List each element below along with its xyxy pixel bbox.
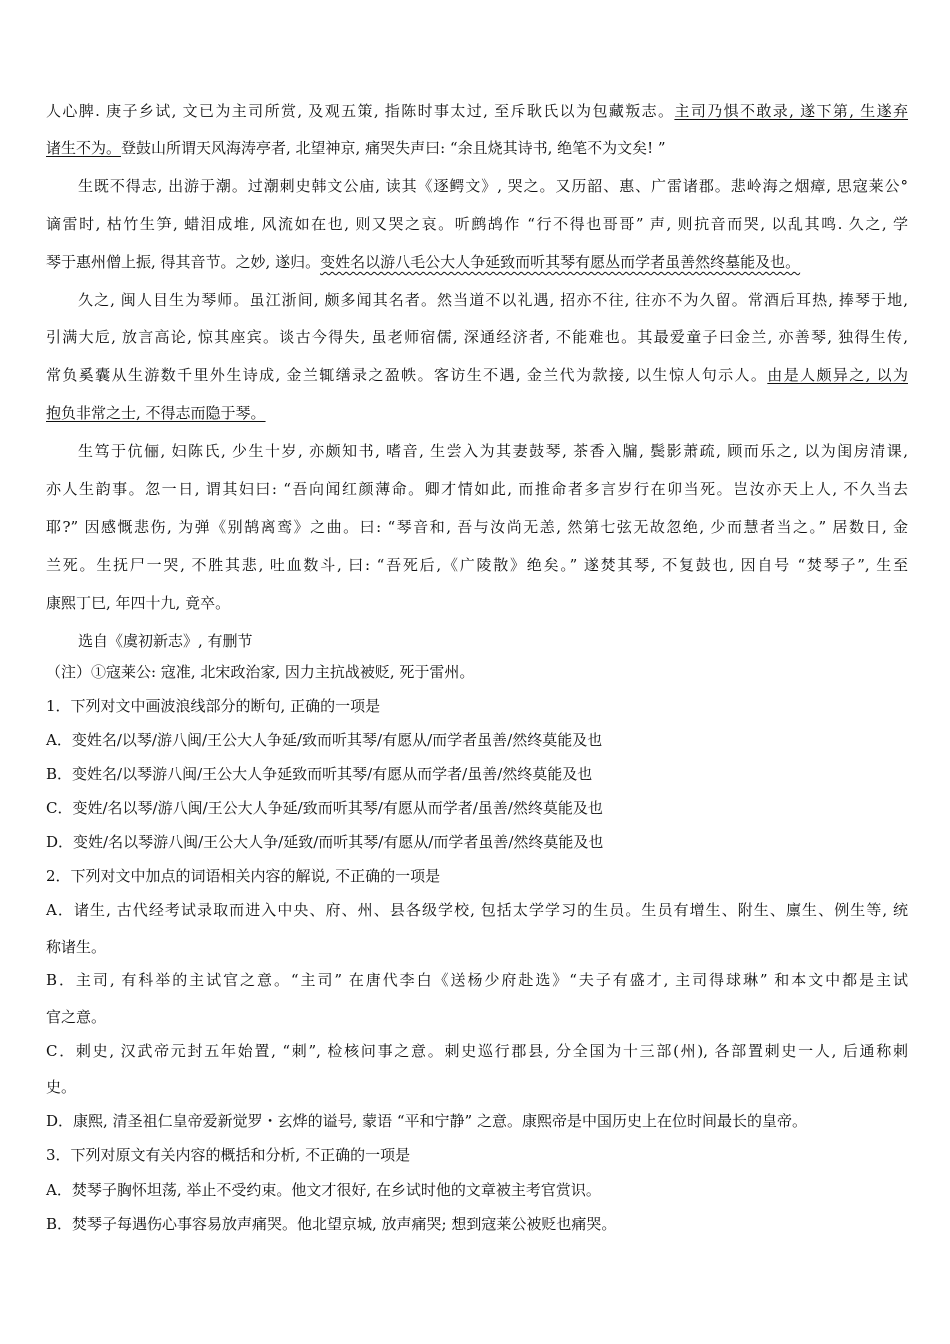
passage-line: 兰死。生抚尸一哭, 不胜其悲, 吐血数斗, 曰: “吾死后,《广陵散》绝矣。” 遂焚其琴, 不复鼓也, 因自号 “焚琴子”, 生至 [46,556,908,574]
wavy-underlined-sentence: 变姓名以游八毛公大人争延致而听其琴有愿丛而学者虽善然终墓能及也。 [320,253,801,271]
answer-option-c-cont: 史。 [46,1078,77,1096]
underlined-sentence: 主司乃惧不敢录, 遂下第, 生遂弃 [674,102,909,120]
passage-line: 耶?” 因感慨悲伤, 为弹《别鹄离鸾》之曲。曰: “琴音和, 吾与汝尚无恙, 然第七弦无故忽绝, 少而慧者当之。” 居数日, 金 [46,518,908,536]
passage-text: 常负奚囊从生游数千里外生诗成, 金兰辄缮录之盈帙。客访生不遇, 金兰代为款接, 以生惊人句示人。 [46,366,768,384]
question-stem: 2．下列对文中加点的词语相关内容的解说, 不正确的一项是 [46,867,441,885]
answer-option-c: C．变姓/名以琴/游八闽/王公大人争延/致而听其琴/有愿从而学者/虽善/然终莫能及也 [46,799,603,817]
passage-text: 琴于惠州僧上振, 得其音节。之妙, 遂归。 [46,253,321,271]
underlined-sentence: 由是人颇异之, 以为 [767,366,908,384]
answer-option-a: A．变姓名/以琴/游八闽/王公大人争延/致而听其琴/有愿从/而学者虽善/然终莫能及也 [46,731,603,749]
answer-option-a: A．焚琴子胸怀坦荡, 举止不受约束。他文才很好, 在乡试时他的文章被主考官赏识。 [46,1181,601,1199]
answer-option-d: D．变姓/名以琴游八闽/王公大人争/延致/而听其琴/有愿从/而学者虽善/然终莫能及也 [46,833,604,851]
passage-line: 久之, 闽人目生为琴师。虽江浙间, 颇多闻其名者。然当道不以礼遇, 招亦不往, 往亦不为久留。常酒后耳热, 捧琴于地, [78,291,908,309]
source-citation: 选自《虞初新志》, 有删节 [78,632,253,650]
answer-option-a-cont: 称诸生。 [46,938,107,956]
passage-text: 登鼓山所谓天风海涛亭者, 北望神京, 痛哭失声曰: “余且烧其诗书, 绝笔不为文矣! ” [121,139,666,157]
passage-line: 亦人生韵事。忽一日, 谓其妇曰: “吾向闻红颜薄命。卿才情如此, 而推命者多言岁行在卯当死。岂汝亦天上人, 不久当去 [46,480,908,498]
passage-line: 引满大卮, 放言高论, 惊其座宾。谈古今得失, 虽老师宿儒, 深通经济者, 不能难也。其最爱童子曰金兰, 亦善琴, 独得生传, [46,328,908,346]
passage-text: 人心脾. 庚子乡试, 文已为主司所赏, 及观五策, 指陈时事太过, 至斥耿氏以为包藏叛志。 [46,102,675,120]
answer-option-c: C．刺史, 汉武帝元封五年始置, “刺”, 检核问事之意。刺史巡行郡县, 分全国为十三部(州), 各部置刺史一人, 后通称刺 [46,1042,908,1060]
answer-option-a: A．诸生, 古代经考试录取而进入中央、府、州、县各级学校, 包括太学学习的生员。生员有增生、附生、廪生、例生等, 统 [46,901,908,919]
underlined-sentence: 抱负非常之士, 不得志而隐于琴。 [46,404,266,422]
question-stem: 1．下列对文中画波浪线部分的断句, 正确的一项是 [46,697,381,715]
answer-option-b: B．焚琴子每遇伤心事容易放声痛哭。他北望京城, 放声痛哭; 想到寇莱公被贬也痛哭。 [46,1215,617,1233]
question-stem: 3．下列对原文有关内容的概括和分析, 不正确的一项是 [46,1146,411,1164]
answer-option-b: B．主司, 有科举的主试官之意。“主司” 在唐代李白《送杨少府赴选》“夫子有盛才, 主司得球琳” 和本文中都是主试 [46,971,908,989]
passage-line: 康熙丁巳, 年四十九, 竟卒。 [46,594,231,612]
passage-line: 生既不得志, 出游于潮。过潮刺史韩文公庙, 读其《逐鳄文》, 哭之。又历韶、惠、广雷诸郡。悲岭海之烟瘴, 思寇莱公° [78,177,908,195]
passage-line: 谪雷时, 枯竹生笋, 蜡泪成堆, 风流如在也, 则又哭之哀。听鹧鸪作 “行不得也哥哥” 声, 则抗音而哭, 以乱其鸣. 久之, 学 [46,215,908,233]
passage-line [46,138,908,158]
passage-line [46,101,908,121]
underlined-sentence: 诸生不为。 [46,139,122,157]
answer-option-d: D．康熙, 清圣祖仁皇帝爱新觉罗・玄烨的谥号, 蒙语 “平和宁静” 之意。康熙帝是中国历史上在位时间最长的皇帝。 [46,1112,807,1130]
passage-line [46,403,908,423]
footnote: （注）①寇莱公: 寇准, 北宋政治家, 因力主抗战被贬, 死于雷州。 [46,663,475,681]
answer-option-b: B．变姓名/以琴游八闽/王公大人争延致而听其琴/有愿从而学者/虽善/然终莫能及也 [46,765,593,783]
passage-line [46,365,908,385]
passage-line: 生笃于伉俪, 妇陈氏, 少生十岁, 亦颇知书, 嗜音, 生尝入为其妻鼓琴, 茶香入牖, 鬓影萧疏, 顾而乐之, 以为闺房清课, [78,442,908,460]
passage-line [46,252,908,272]
answer-option-b-cont: 官之意。 [46,1008,107,1026]
